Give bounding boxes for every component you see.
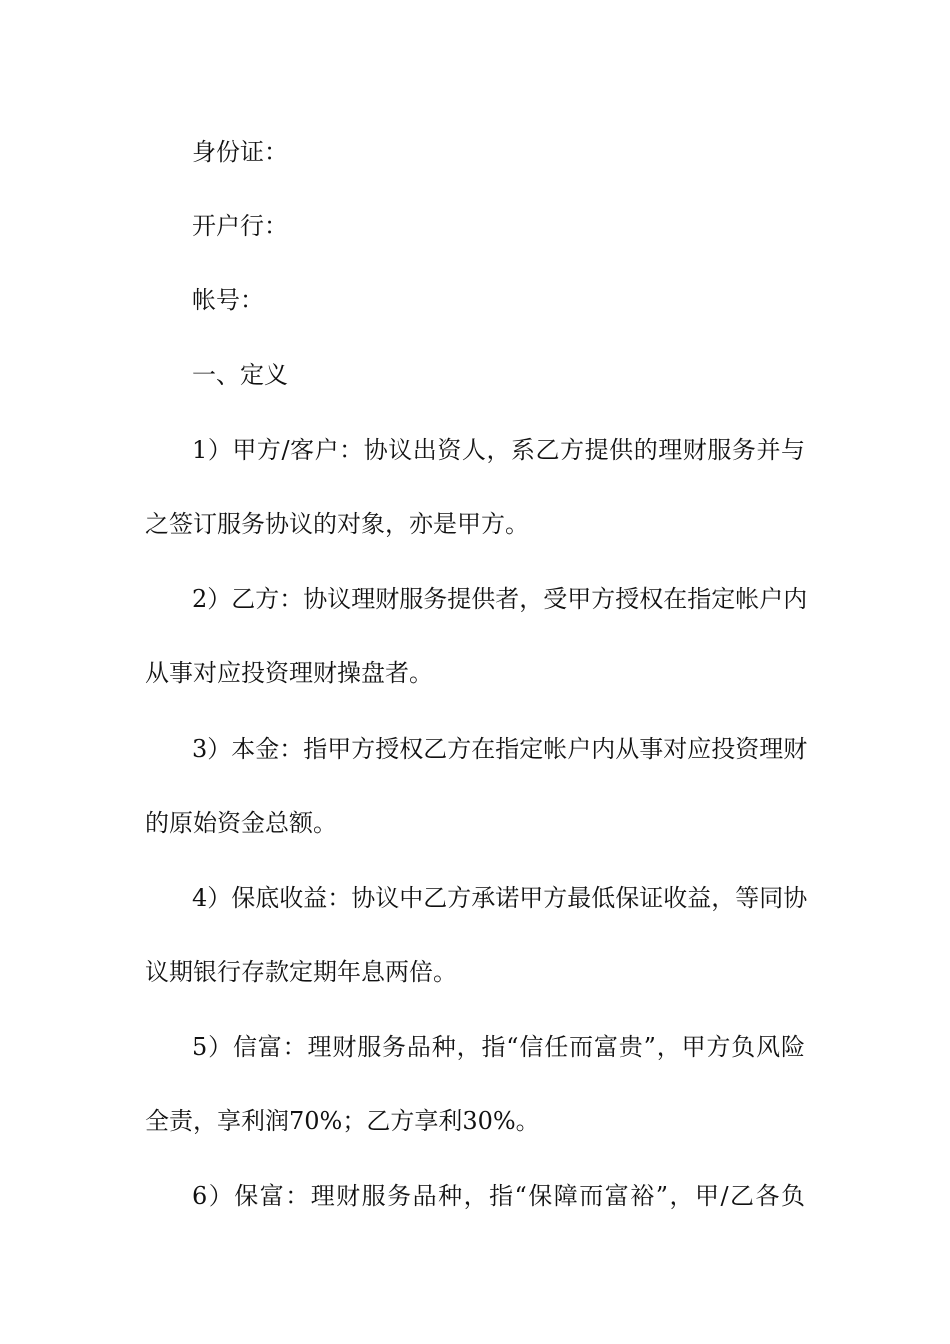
- definition-1-line-2: 之签订服务协议的对象，亦是甲方。: [145, 510, 529, 538]
- definition-3-line-1: 3）本金：指甲方授权乙方在指定帐户内从事对应投资理财: [192, 735, 808, 763]
- bank-field: 开户行：: [192, 212, 288, 240]
- definition-5-line-2: 全责，享利润70%；乙方享利30%。: [145, 1107, 540, 1135]
- definition-2-line-2: 从事对应投资理财操盘者。: [145, 659, 433, 687]
- definition-2-line-1: 2）乙方：协议理财服务提供者，受甲方授权在指定帐户内: [192, 585, 808, 613]
- definition-5-line-1: 5）信富：理财服务品种，指“信任而富贵”，甲方负风险: [192, 1033, 805, 1061]
- definition-6-line-1: 6）保富：理财服务品种，指“保障而富裕”，甲/乙各负: [192, 1182, 805, 1210]
- account-field: 帐号：: [192, 286, 264, 314]
- definition-3-line-2: 的原始资金总额。: [145, 809, 337, 837]
- definition-1-line-1: 1）甲方/客户：协议出资人，系乙方提供的理财服务并与: [192, 436, 805, 464]
- definition-4-line-2: 议期银行存款定期年息两倍。: [145, 958, 457, 986]
- id-card-field: 身份证：: [192, 138, 288, 166]
- section-title: 一、定义: [192, 361, 288, 389]
- definition-4-line-1: 4）保底收益：协议中乙方承诺甲方最低保证收益，等同协: [192, 884, 808, 912]
